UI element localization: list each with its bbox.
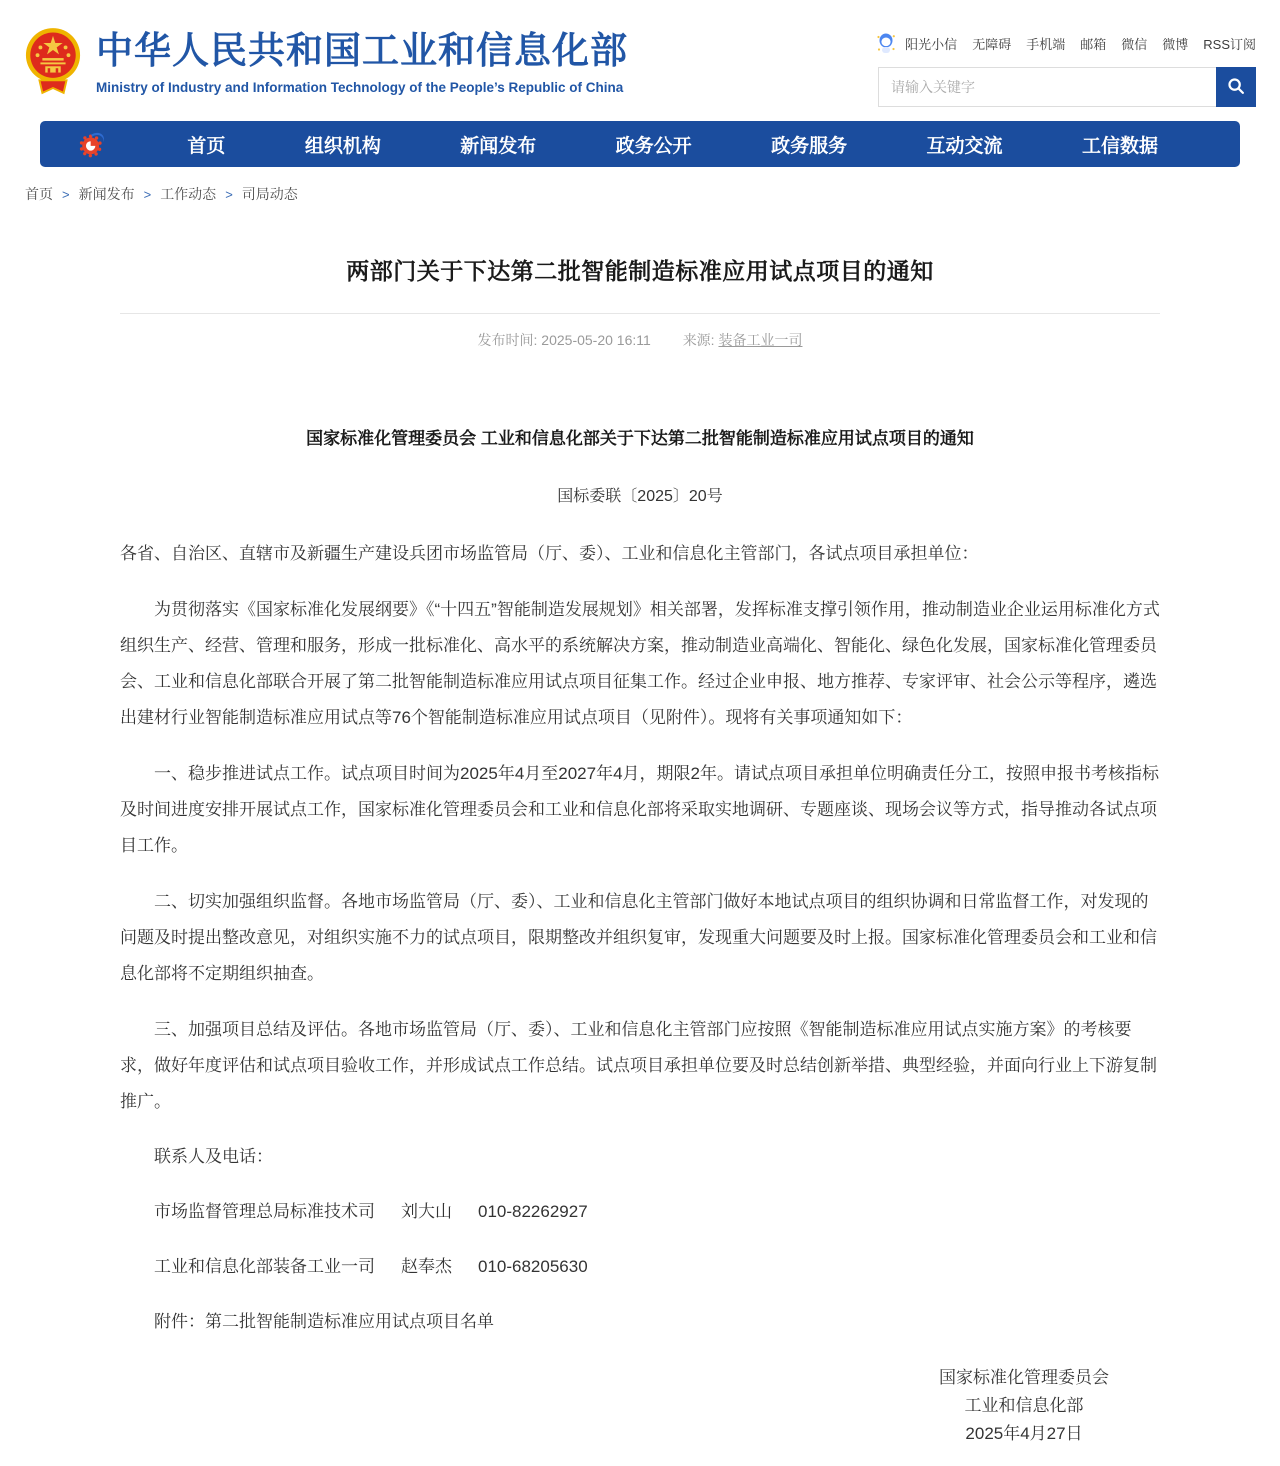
attachment-line: 附件：第二批智能制造标准应用试点项目名单 bbox=[154, 1312, 494, 1331]
breadcrumb-news[interactable]: 新闻发布 bbox=[78, 186, 135, 202]
contact-unit: 工业和信息化部装备工业一司 bbox=[154, 1257, 375, 1276]
breadcrumb bbox=[25, 184, 1280, 204]
body-paragraph: 一、稳步推进试点工作。试点项目时间为2025年4月至2027年4月，期限2年。请试点项目承担单位明确责任分工，按照申报书考核指标及时间进度安排开展试点工作，国家标准化管理委员会和工业和信息化部将采取实地调研、专题座谈、现场会议等方式，指导推动各试点项目工作。 bbox=[120, 764, 1159, 855]
site-title: 中华人民共和国工业和信息化部 bbox=[96, 30, 628, 72]
search-button[interactable] bbox=[1216, 67, 1256, 107]
body-paragraph: 二、切实加强组织监督。各地市场监管局（厅、委）、工业和信息化主管部门做好本地试点项目的组织协调和日常监督工作，对发现的问题及时提出整改意见，对组织实施不力的试点项目，限期整改并组织复审，发现重大问题要及时上报。国家标准化管理委员会和工业和信息化部将不定期组织抽查。 bbox=[120, 892, 1157, 983]
contact-name: 赵奉杰 bbox=[401, 1257, 452, 1276]
search-bar bbox=[878, 67, 1256, 107]
nav-item-news[interactable]: 新闻发布 bbox=[460, 135, 537, 157]
miit-gear-logo-icon bbox=[78, 129, 108, 159]
signature-block bbox=[894, 1364, 1154, 1448]
title-divider bbox=[120, 313, 1160, 314]
breadcrumb-separator: > bbox=[143, 186, 152, 202]
document-number: 国标委联〔2025〕20号 bbox=[557, 488, 723, 505]
breadcrumb-current-bureau-trends: 司局动态 bbox=[241, 186, 298, 202]
contact-heading: 联系人及电话： bbox=[154, 1147, 273, 1166]
quick-link-mail[interactable]: 邮箱 bbox=[1080, 36, 1107, 52]
site-subtitle: Ministry of Industry and Information Technology of the People’s Republic of China bbox=[96, 79, 624, 95]
site-logo[interactable] bbox=[24, 24, 628, 101]
article-title: 两部门关于下达第二批智能制造标准应用试点项目的通知 bbox=[346, 258, 934, 284]
body-paragraph: 三、加强项目总结及评估。各地市场监管局（厅、委）、工业和信息化主管部门应按照《智能制造标准应用试点实施方案》的考核要求，做好年度评估和试点项目验收工作，并形成试点工作总结。试点项目承担单位要及时总结创新举措、典型经验，并面向行业上下游复制推广。 bbox=[120, 1020, 1157, 1111]
quick-links bbox=[876, 32, 1256, 54]
nav-item-interaction[interactable]: 互动交流 bbox=[926, 135, 1003, 157]
signature-org-1: 国家标准化管理委员会 bbox=[939, 1368, 1109, 1387]
signature-date: 2025年4月27日 bbox=[965, 1424, 1083, 1443]
document-title: 国家标准化管理委员会 工业和信息化部关于下达第二批智能制造标准应用试点项目的通知 bbox=[306, 429, 974, 448]
nav-item-gov-services[interactable]: 政务服务 bbox=[771, 135, 848, 157]
source-label: 来源: bbox=[682, 332, 715, 348]
contact-phone: 010-82262927 bbox=[478, 1202, 588, 1221]
header-utilities bbox=[876, 24, 1256, 107]
article-meta bbox=[120, 330, 1160, 350]
quick-link-mobile[interactable]: 手机端 bbox=[1026, 36, 1066, 52]
national-emblem-icon bbox=[24, 24, 82, 101]
salutation-paragraph: 各省、自治区、直辖市及新疆生产建设兵团市场监管局（厅、委）、工业和信息化主管部门，各试点项目承担单位： bbox=[120, 544, 979, 563]
nav-item-gov-disclosure[interactable]: 政务公开 bbox=[615, 135, 692, 157]
main-nav bbox=[40, 121, 1240, 167]
quick-link-sunshine-assistant[interactable]: 阳光小信 bbox=[905, 36, 958, 52]
nav-item-organization[interactable]: 组织机构 bbox=[304, 135, 381, 157]
breadcrumb-home[interactable]: 首页 bbox=[25, 186, 53, 202]
contact-row bbox=[120, 1249, 1160, 1285]
publish-time-label: 发布时间: bbox=[477, 332, 538, 348]
breadcrumb-separator: > bbox=[62, 186, 70, 202]
breadcrumb-work-trends[interactable]: 工作动态 bbox=[160, 186, 217, 202]
search-icon bbox=[1225, 75, 1247, 100]
quick-link-weibo[interactable]: 微博 bbox=[1162, 36, 1189, 52]
contact-unit: 市场监督管理总局标准技术司 bbox=[154, 1202, 375, 1221]
publish-time-value: 2025-05-20 16:11 bbox=[541, 332, 651, 348]
quick-link-wechat[interactable]: 微信 bbox=[1121, 36, 1148, 52]
quick-link-accessibility[interactable]: 无障碍 bbox=[972, 36, 1012, 52]
nav-item-miit-data[interactable]: 工信数据 bbox=[1081, 135, 1158, 157]
site-header bbox=[24, 0, 1256, 121]
article bbox=[120, 253, 1160, 1466]
breadcrumb-separator: > bbox=[225, 186, 233, 202]
signature-org-2: 工业和信息化部 bbox=[964, 1396, 1084, 1415]
robot-assistant-icon bbox=[876, 32, 896, 54]
search-input[interactable] bbox=[878, 67, 1216, 107]
contact-phone: 010-68205630 bbox=[478, 1257, 588, 1276]
contact-name: 刘大山 bbox=[401, 1202, 452, 1221]
contact-row bbox=[120, 1194, 1160, 1230]
quick-link-rss[interactable]: RSS订阅 bbox=[1203, 36, 1256, 52]
body-paragraph: 为贯彻落实《国家标准化发展纲要》《“十四五”智能制造发展规划》相关部署，发挥标准支撑引领作用，推动制造业企业运用标准化方式组织生产、经营、管理和服务，形成一批标准化、高水平的系统解决方案，推动制造业高端化、智能化、绿色化发展，国家标准化管理委员会、工业和信息化部联合开展了第二批智能制造标准应用试点项目征集工作。经过企业申报、地方推荐、专家评审、社会公示等程序，遴选出建材行业智能制造标准应用试点等76个智能制造标准应用试点项目（见附件）。现将有关事项通知如下： bbox=[120, 600, 1160, 727]
source-link[interactable]: 装备工业一司 bbox=[718, 332, 803, 348]
nav-item-home[interactable]: 首页 bbox=[187, 135, 226, 157]
